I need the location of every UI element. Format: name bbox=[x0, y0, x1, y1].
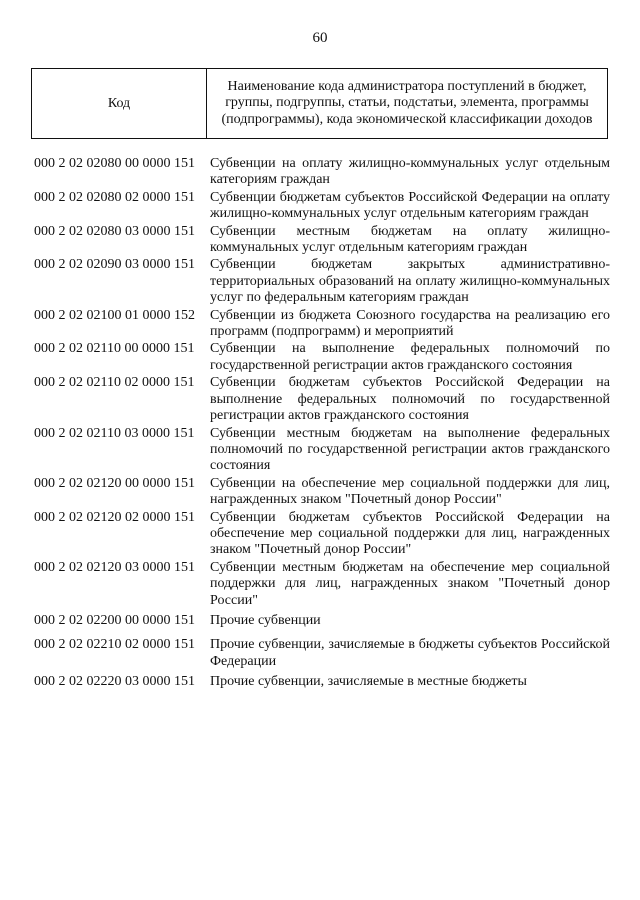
header-code-cell: Код bbox=[32, 69, 207, 138]
row-code: 000 2 02 02080 00 0000 151 bbox=[34, 156, 195, 171]
row-code: 000 2 02 02110 03 0000 151 bbox=[34, 425, 195, 441]
row-description: Субвенции бюджетам субъектов Российской Федерации на выполнение федеральных полномочий по государственной регистрации актов гражданского состояния bbox=[210, 375, 610, 424]
row-description: Прочие субвенции bbox=[210, 612, 321, 628]
row-code: 000 2 02 02210 02 0000 151 bbox=[34, 637, 195, 653]
row-code: 000 2 02 02120 00 0000 151 bbox=[34, 475, 195, 491]
page-number: 60 bbox=[312, 30, 328, 46]
row-description: Субвенции местным бюджетам на обеспечение мер социальной поддержки для лиц, награжденных знаком "Почетный донор России" bbox=[210, 559, 610, 608]
row-code: 000 2 02 02080 03 0000 151 bbox=[34, 223, 195, 239]
row-code: 000 2 02 02080 02 0000 151 bbox=[34, 189, 195, 205]
row-description: Субвенции на оплату жилищно-коммунальных услуг отдельным категориям граждан bbox=[210, 156, 610, 188]
table-row bbox=[34, 426, 614, 475]
table-row bbox=[34, 375, 614, 424]
table-row bbox=[34, 190, 614, 223]
table-row bbox=[34, 613, 614, 629]
row-description: Прочие субвенции, зачисляемые в бюджеты субъектов Российской Федерации bbox=[210, 637, 610, 669]
table-row bbox=[34, 156, 614, 189]
row-code: 000 2 02 02110 00 0000 151 bbox=[34, 341, 195, 357]
table-row bbox=[34, 224, 614, 257]
row-description: Субвенции бюджетам закрытых административно-территориальных образований на оплату жилищно-коммунальных услуг по федеральным категориям граждан bbox=[210, 257, 610, 306]
table-row bbox=[34, 341, 614, 374]
table-row bbox=[34, 257, 614, 306]
row-code: 000 2 02 02120 03 0000 151 bbox=[34, 559, 195, 575]
row-description: Субвенции из бюджета Союзного государства на реализацию его программ (подпрограмм) и мероприятий bbox=[210, 307, 610, 340]
row-code: 000 2 02 02090 03 0000 151 bbox=[34, 257, 195, 273]
row-code: 000 2 02 02110 02 0000 151 bbox=[34, 375, 195, 391]
table-row bbox=[34, 560, 614, 609]
row-description: Субвенции на выполнение федеральных полномочий по государственной регистрации актов гражданского состояния bbox=[210, 341, 610, 373]
row-description: Субвенции бюджетам субъектов Российской Федерации на оплату жилищно-коммунальных услуг отдельным категориям граждан bbox=[210, 189, 610, 222]
table-row bbox=[34, 476, 614, 509]
row-code: 000 2 02 02100 01 0000 152 bbox=[34, 307, 195, 323]
table-row bbox=[34, 637, 614, 670]
table-body bbox=[34, 156, 614, 691]
row-code: 000 2 02 02120 02 0000 151 bbox=[34, 509, 195, 525]
row-code: 000 2 02 02200 00 0000 151 bbox=[34, 612, 195, 628]
row-description: Субвенции бюджетам субъектов Российской Федерации на обеспечение мер социальной поддержки для лиц, награжденных знаком "Почетный донор России" bbox=[210, 509, 610, 558]
header-name-cell: Наименование кода администратора поступлений в бюджет, группы, подгруппы, статьи, подстатьи, элемента, программы (подпрограммы), кода экономической классификации доходов bbox=[221, 78, 593, 127]
row-description: Субвенции на обеспечение мер социальной поддержки для лиц, награжденных знаком "Почетный донор России" bbox=[210, 475, 610, 508]
row-description: Субвенции местным бюджетам на оплату жилищно-коммунальных услуг отдельным категориям граждан bbox=[210, 223, 610, 256]
row-description: Прочие субвенции, зачисляемые в местные бюджеты bbox=[210, 674, 527, 690]
table-row bbox=[34, 674, 614, 690]
table-row bbox=[34, 308, 614, 341]
row-description: Субвенции местным бюджетам на выполнение федеральных полномочий по государственной регистрации актов гражданского состояния bbox=[210, 425, 610, 474]
table-row bbox=[34, 510, 614, 559]
table-header bbox=[31, 68, 608, 139]
row-code: 000 2 02 02220 03 0000 151 bbox=[34, 674, 195, 690]
